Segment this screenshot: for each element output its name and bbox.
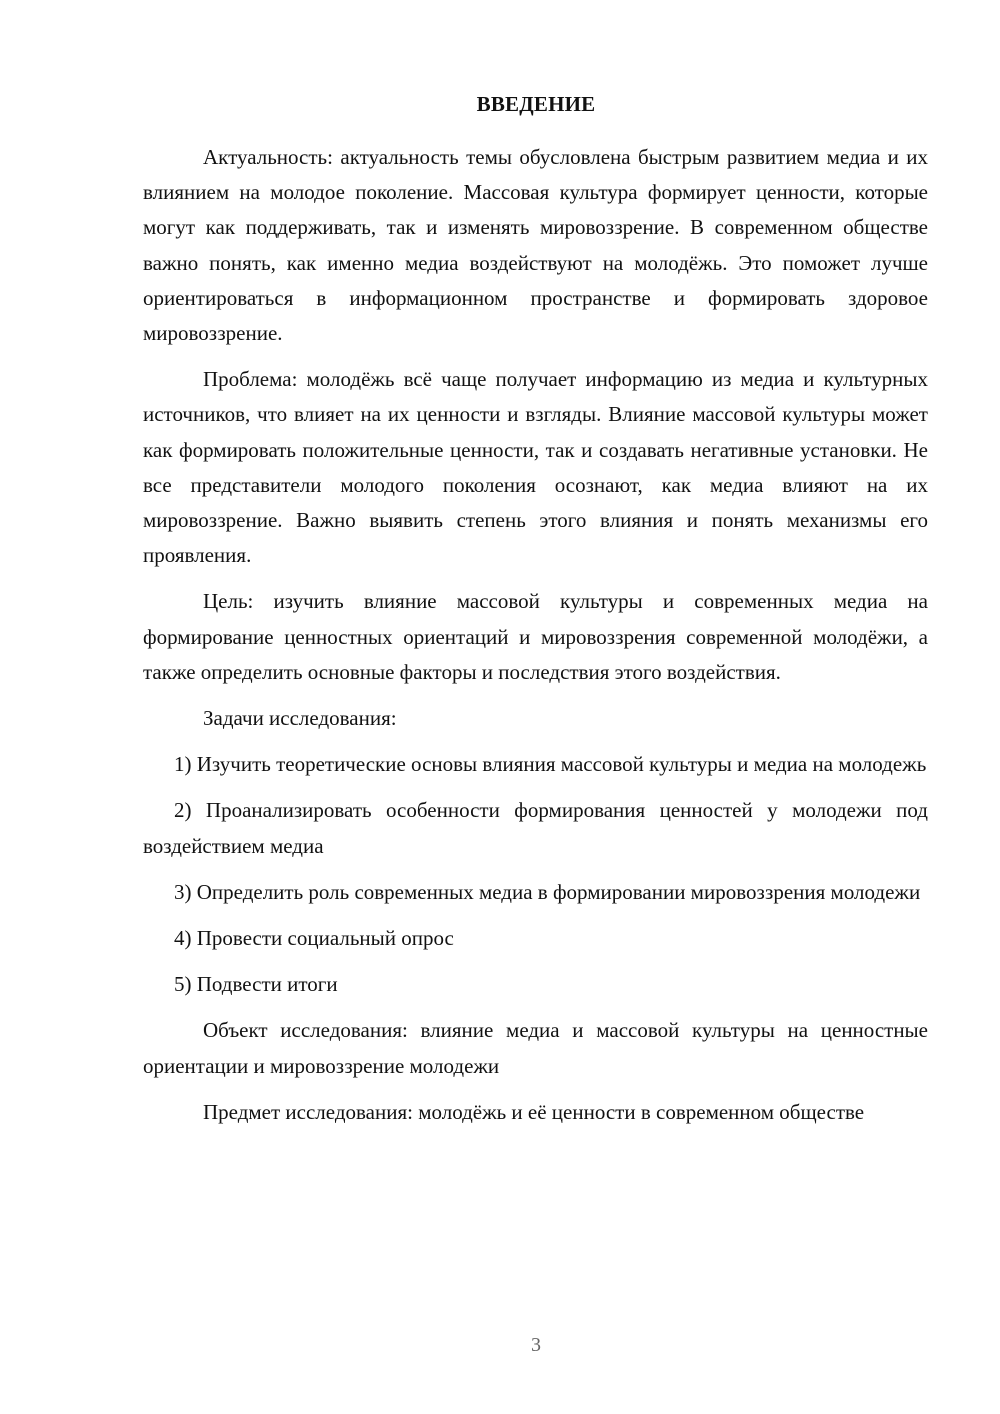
tasks-heading: Задачи исследования: <box>203 706 397 731</box>
problem-paragraph: Проблема: молодёжь всё чаще получает информацию из медиа и культурных источников, что влияет на их ценности и взгляды. Влияние массовой культуры может как формировать положительные ценности, так и создавать негативные установки. Не все представители молодого поколения осознают, как медиа влияют на их мировоззрение. Важно выявить степень этого влияния и понять механизмы его проявления. <box>143 367 928 568</box>
task-item-4: 4) Провести социальный опрос <box>174 926 454 951</box>
task-item-5: 5) Подвести итоги <box>174 972 338 997</box>
relevance-paragraph: Актуальность: актуальность темы обусловлена быстрым развитием медиа и их влиянием на молодое поколение. Массовая культура формирует ценности, которые могут как поддерживать, так и изменять мировоззрение. В современном обществе важно понять, как именно медиа воздействуют на молодёжь. Это поможет лучше ориентироваться в информационном пространстве и формировать здоровое мировоззрение. <box>143 145 928 346</box>
subject-paragraph: Предмет исследования: молодёжь и её ценности в современном обществе <box>203 1099 865 1124</box>
object-paragraph: Объект исследования: влияние медиа и массовой культуры на ценностные ориентации и мировоззрение молодежи <box>143 1018 928 1078</box>
document-body <box>143 140 928 1141</box>
task-item-2: 2) Проанализировать особенности формирования ценностей у молодежи под воздействием медиа <box>143 798 928 858</box>
goal-paragraph: Цель: изучить влияние массовой культуры и современных медиа на формирование ценностных ориентаций и мировоззрения современной молодёжи, а также определить основные факторы и последствия этого воздействия. <box>143 589 928 684</box>
page-title: ВВЕДЕНИЕ <box>476 92 596 116</box>
task-item-1: 1) Изучить теоретические основы влияния массовой культуры и медиа на молодежь <box>174 752 927 777</box>
task-item-3: 3) Определить роль современных медиа в формировании мировоззрения молодежи <box>174 879 921 904</box>
page-number: 3 <box>531 1334 541 1356</box>
